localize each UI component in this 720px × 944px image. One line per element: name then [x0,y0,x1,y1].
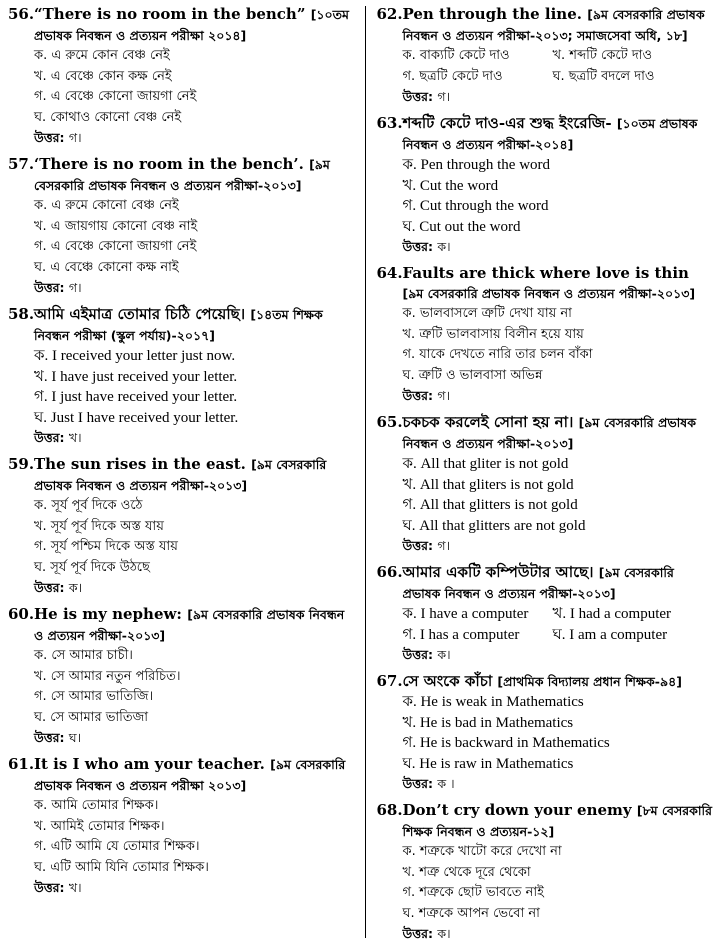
option-item: ক. Pen through the word [402,157,551,173]
question-source: [৯ম বেসরকারি প্রভাষক নিবন্ধন ও প্রত্যয়ন পরীক্ষা-২০১৩] [402,565,674,601]
question-heading [8,454,357,496]
question-block [376,800,712,944]
question-block [376,671,712,794]
question-source: [৯ম বেসরকারি প্রভাষক নিবন্ধন ও প্রত্যয়ন পরীক্ষা-২০১৩] [402,286,696,301]
option-item: খ. I have just received your letter. [34,368,238,385]
question-number: 56. [8,5,35,23]
question-heading [8,154,357,196]
answer-label: উত্তর: [34,730,65,745]
option-item: গ. He is backward in Mathematics [402,735,610,751]
option-item: ঘ. Cut out the word [402,218,521,235]
option-item: গ. I has a computer [402,626,520,643]
question-text [402,4,712,46]
question-title: Faults are thick where love is thin [402,264,689,282]
answer-label: উত্তর: [402,926,434,941]
question-heading [8,754,357,796]
question-heading [376,671,712,692]
answer-value: খ। [68,430,82,445]
question-heading [376,412,712,454]
question-heading [376,113,712,155]
question-source: [৯ম বেসরকারি প্রভাষক নিবন্ধন ও প্রত্যয়ন পরীক্ষা-২০১৩; সমাজসেবা অধি, ১৮] [402,7,705,43]
option-item: ঘ. সূর্য পূর্ব দিকে উঠছে [34,559,150,575]
answer-value: গ। [437,538,451,553]
question-number: 64. [376,264,403,282]
question-source: [১০তম প্রভাষক নিবন্ধন ও প্রত্যয়ন পরীক্ষা ২০১৪] [34,7,349,43]
question-title: The sun rises in the east. [34,455,246,473]
question-number: 60. [8,605,35,623]
answer-line [376,386,712,406]
question-title: It is I who am your teacher. [34,755,265,773]
question-number: 57. [8,155,35,173]
answer-value: ঘ। [68,730,82,745]
option-item: ক. He is weak in Mathematics [402,694,584,710]
question-source: [১০তম প্রভাষক নিবন্ধন ও প্রত্যয়ন পরীক্ষা-২০১৪] [402,116,698,152]
answer-label: উত্তর: [34,580,65,595]
question-text [402,800,712,842]
option-item: ক. এ রুমে কোন বেঞ্চ নেই [34,48,170,63]
option-item: ক. আমি তোমার শিক্ষক। [34,798,159,813]
answer-value: ক। [68,580,83,595]
question-heading [8,304,357,346]
option-item: খ. All that gliters is not gold [402,476,574,493]
question-block [376,4,712,107]
question-number: 58. [8,305,35,323]
question-text [34,754,357,796]
question-source: [প্রাথমিক বিদ্যালয় প্রধান শিক্ষক-৯৪] [497,674,682,689]
option-item: খ. I had a computer [552,606,672,622]
question-number: 61. [8,755,35,773]
answer-line [376,774,712,794]
question-source: [৯ম বেসরকারি প্রভাষক নিবন্ধন ও প্রত্যয়ন পরীক্ষা-২০১৩] [402,415,696,451]
answer-value: গ। [437,89,451,104]
question-block [376,412,712,556]
option-item: ঘ. He is raw in Mathematics [402,755,574,772]
option-item: খ. Cut the word [402,177,499,194]
question-block [8,754,357,898]
question-text [34,454,357,496]
answer-label: উত্তর: [34,130,65,145]
question-source: [৯ম বেসরকারি প্রভাষক নিবন্ধন ও প্রত্যয়ন পরীক্ষা-২০১৩] [34,457,327,493]
question-title: আমার একটি কম্পিউটার আছে। [402,563,594,581]
question-block [376,113,712,257]
answer-value: গ। [437,388,451,403]
option-row [376,67,712,88]
answer-value: ক । [437,776,455,791]
question-text [402,263,712,304]
option-item: খ. শত্রু থেকে দূরে থেকো [402,864,531,880]
answer-label: উত্তর: [402,538,434,553]
answer-value: গ। [68,130,82,145]
option-item: খ. সে আমার নতুন পরিচিত। [34,668,181,684]
question-text [402,412,712,454]
option-item: ঘ. ছত্রটি বদলে দাও [552,68,655,84]
question-block [376,562,712,665]
option-item: গ. এটি আমি যে তোমার শিক্ষক। [34,839,200,854]
question-title: শব্দটি কেটে দাও-এর শুদ্ধ ইংরেজি- [402,114,612,132]
question-number: 66. [376,563,403,581]
answer-line [8,128,357,148]
question-number: 62. [376,5,403,23]
answer-label: উত্তর: [402,239,434,254]
option-item: ক. All that gliter is not gold [402,456,569,472]
question-text [402,671,681,692]
question-text [34,604,357,646]
option-item: ঘ. ত্রুটি ও ভালবাসা অভিন্ন [402,367,543,383]
question-number: 59. [8,455,35,473]
answer-line [376,87,712,107]
question-title: চকচক করলেই সোনা হয় না। [402,413,574,431]
option-item: ঘ. All that glitters are not gold [402,517,586,534]
question-heading [8,604,357,646]
answer-label: উত্তর: [34,430,65,445]
question-title: সে অংকে কাঁচা [402,672,493,690]
question-title: Don’t cry down your enemy [402,801,632,819]
option-item: গ. সূর্য পশ্চিম দিকে অস্ত যায় [34,539,178,554]
answer-label: উত্তর: [402,388,434,403]
option-item: গ. যাকে দেখতে নারি তার চলন বাঁকা [402,347,593,362]
answer-value: ক। [437,926,451,941]
question-number: 65. [376,413,403,431]
option-row [376,604,712,625]
option-item: ঘ. এ বেঞ্চে কোনো কক্ষ নাই [34,259,179,275]
question-number: 67. [376,672,403,690]
option-item: ক. বাক্যটি কেটে দাও [402,48,510,63]
option-item: গ. শত্রুকে ছোট ভাবতে নাই [402,885,544,900]
question-heading [8,4,357,46]
question-heading [376,4,712,46]
question-block [8,4,357,148]
question-block [8,604,357,748]
option-item: ঘ. শত্রুকে আপন ভেবো না [402,905,540,921]
question-block [8,454,357,598]
answer-label: উত্তর: [402,776,434,791]
option-item: গ. All that glitters is not gold [402,497,578,513]
option-item: গ. Cut through the word [402,198,549,214]
option-item: গ. I just have received your letter. [34,389,238,405]
option-item: খ. শব্দটি কেটে দাও [552,48,653,63]
question-heading [376,562,712,604]
option-item: খ. সূর্য পূর্ব দিকে অস্ত যায় [34,518,164,534]
question-title: ‘There is no room in the bench’. [34,155,304,173]
question-title: আমি এইমাত্র তোমার চিঠি পেয়েছি। [34,305,246,323]
option-item: ক. এ রুমে কোনো বেঞ্চ নেই [34,198,179,213]
question-source: [৮ম বেসরকারি শিক্ষক নিবন্ধন ও প্রত্যয়ন-১২] [402,803,712,839]
question-text [34,154,357,196]
option-item: খ. এ বেঞ্চে কোন কক্ষ নেই [34,68,172,84]
option-item: খ. He is bad in Mathematics [402,714,574,731]
option-item: ক. I have a computer [402,606,529,622]
question-text [402,562,712,604]
question-source: [১৪তম শিক্ষক নিবন্ধন পরীক্ষা (স্কুল পর্যায়)-২০১৭] [34,307,323,343]
option-item: ক. ভালবাসলে ত্রুটি দেখা যায় না [402,306,572,321]
answer-line [8,428,357,448]
option-item: ঘ. Just I have received your letter. [34,409,239,426]
question-block [376,263,712,406]
answer-line [8,728,357,748]
answer-line [8,878,357,898]
question-heading [376,800,712,842]
option-item: গ. এ বেঞ্চে কোনো জায়গা নেই [34,239,197,254]
option-item: ঘ. এটি আমি যিনি তোমার শিক্ষক। [34,859,209,875]
answer-line [8,578,357,598]
question-text [34,304,357,346]
option-row [376,625,712,646]
question-title: “There is no room in the bench” [34,5,306,23]
option-item: খ. এ জায়গায় কোনো বেঞ্চ নাই [34,218,198,234]
right-column [366,4,712,941]
question-text [402,113,712,155]
question-text [34,4,357,46]
option-item: ঘ. সে আমার ভাতিজা [34,709,149,725]
answer-line [376,237,712,257]
answer-label: উত্তর: [34,880,65,895]
option-item: খ. ত্রুটি ভালবাসায় বিলীন হয়ে যায় [402,326,584,342]
question-source: [৯ম বেসরকারি প্রভাষক নিবন্ধন ও প্রত্যয়ন পরীক্ষা-২০১৩] [34,607,345,643]
answer-label: উত্তর: [34,280,65,295]
option-item: ক. সে আমার চাচী। [34,648,133,663]
answer-value: ক। [437,647,451,662]
option-row [376,46,712,67]
option-item: গ. এ বেঞ্চে কোনো জায়গা নেই [34,89,197,104]
question-source: [৯ম বেসরকারি প্রভাষক নিবন্ধন ও প্রত্যয়ন পরীক্ষা ২০১৩] [34,757,346,793]
option-item: ঘ. কোথাও কোনো বেঞ্চ নেই [34,109,182,125]
question-number: 68. [376,801,403,819]
option-item: গ. সে আমার ভাতিজি। [34,689,154,704]
answer-line [376,536,712,556]
question-block [8,304,357,448]
question-heading [376,263,712,304]
answer-line [376,924,712,944]
question-title: Pen through the line. [402,5,582,23]
option-item: ক. শত্রুকে খাটো করে দেখো না [402,844,562,859]
answer-value: খ। [68,880,82,895]
answer-line [8,278,357,298]
question-title: He is my nephew: [34,605,182,623]
answer-label: উত্তর: [402,647,434,662]
answer-label: উত্তর: [402,89,434,104]
answer-value: ক। [437,239,451,254]
option-item: ক. I received your letter just now. [34,348,236,364]
option-item: ক. সূর্য পূর্ব দিকে ওঠে [34,498,143,513]
option-item: গ. ছত্রটি কেটে দাও [402,68,503,84]
question-block [8,154,357,298]
question-source: [৯ম বেসরকারি প্রভাষক নিবন্ধন ও প্রত্যয়ন পরীক্ষা-২০১৩] [34,157,330,193]
question-number: 63. [376,114,403,132]
left-column [8,4,365,941]
option-item: খ. আমিই তোমার শিক্ষক। [34,818,165,834]
option-item: ঘ. I am a computer [552,626,668,643]
answer-line [376,645,712,665]
answer-value: গ। [68,280,82,295]
